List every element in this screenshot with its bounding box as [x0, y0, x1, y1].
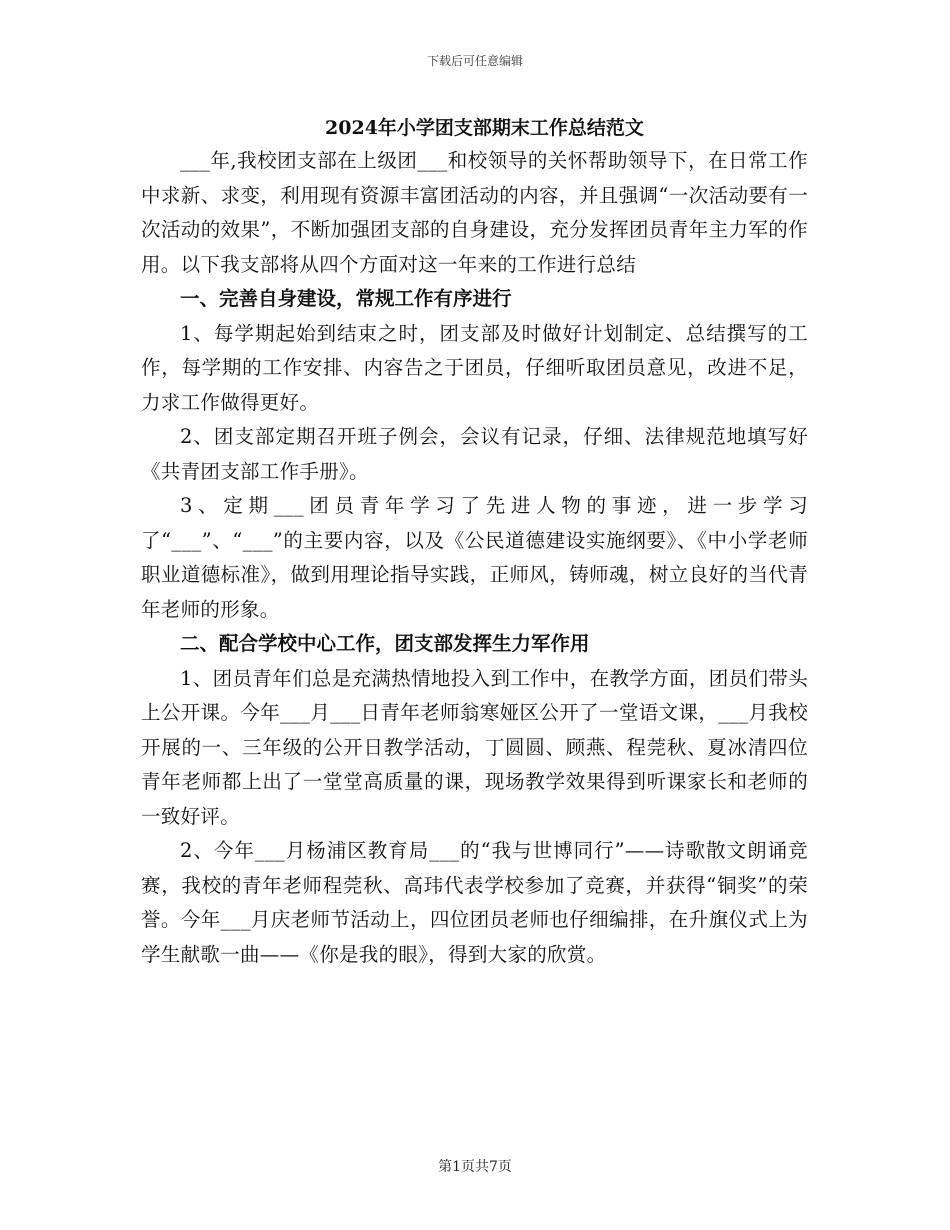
intro-paragraph: ___年,我校团支部在上级团___和校领导的关怀帮助领导下，在日常工作中求新、求变，利用现有资源丰富团活动的内容，并且强调“一次活动要有一次活动的效果”，不断加强团支部的自身建设，充分发挥团员青年主力军的作用。以下我支部将从四个方面对这一年来的工作进行总结 — [141, 149, 808, 276]
section-2-heading: 二、配合学校中心工作，团支部发挥生力军作用 — [180, 632, 590, 655]
section-2-paragraph-1: 1、团员青年们总是充满热情地投入到工作中，在教学方面，团员们带头上公开课。今年___月___日青年老师翁寒娅区公开了一堂语文课，___月我校开展的一、三年级的公开日教学活动，丁圆圆、顾燕、程莞秋、夏冰清四位青年老师都上出了一堂堂高质量的课，现场教学效果得到听课家长和老师的一致好评。 — [141, 666, 808, 828]
document-body — [141, 112, 808, 972]
page-number-footer: 第1页共7页 — [438, 1159, 512, 1175]
header-note: 下载后可任意编辑 — [426, 54, 523, 68]
section-1-paragraph-3: 3、定期___团员青年学习了先进人物的事迹，进一步学习了“___”、“___”的主要内容，以及《公民道德建设实施纲要》、《中小学老师职业道德标准》，做到用理论指导实践，正师风，铸师魂，树立良好的当代青年老师的形象。 — [141, 494, 808, 621]
section-1-paragraph-2: 2、团支部定期召开班子例会，会议有记录，仔细、法律规范地填写好《共青团支部工作手册》。 — [141, 425, 808, 483]
document-title: 2024年小学团支部期末工作总结范文 — [325, 117, 644, 139]
section-2-paragraph-2: 2、今年___月杨浦区教育局___的“我与世博同行”——诗歌散文朗诵竞赛，我校的青年老师程莞秋、高玮代表学校参加了竞赛，并获得“铜奖”的荣誉。今年___月庆老师节活动上，四位团员老师也仔细编排，在升旗仪式上为学生献歌一曲——《你是我的眼》，得到大家的欣赏。 — [141, 839, 808, 966]
section-1-paragraph-1: 1、每学期起始到结束之时，团支部及时做好计划制定、总结撰写的工作，每学期的工作安排、内容告之于团员，仔细听取团员意见，改进不足，力求工作做得更好。 — [141, 321, 808, 414]
section-1-heading: 一、完善自身建设，常规工作有序进行 — [180, 287, 512, 310]
